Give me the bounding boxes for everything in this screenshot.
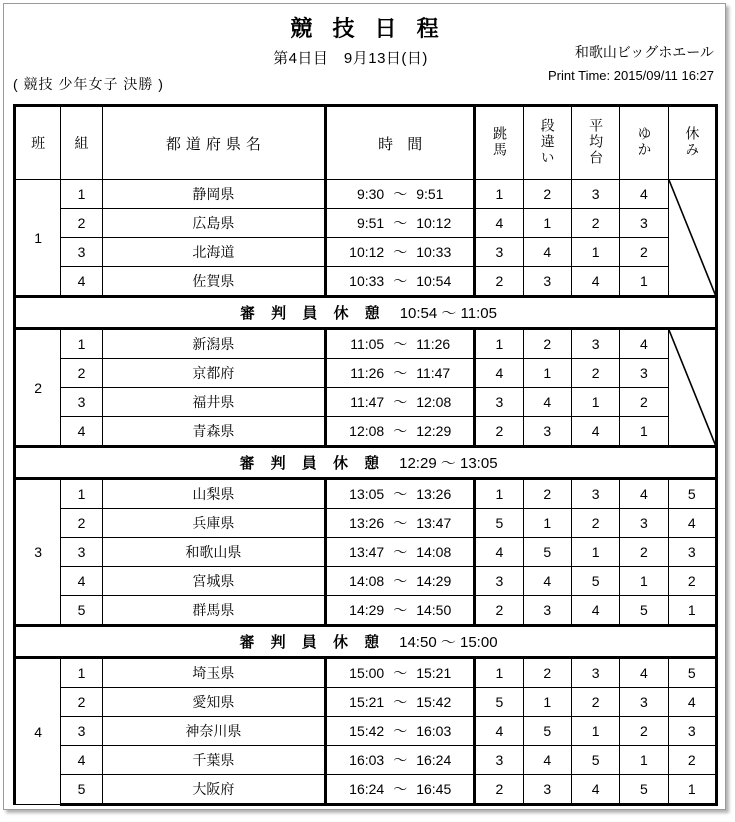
time-start: 13:47 <box>349 544 385 560</box>
cell-kumi: 2 <box>61 209 102 238</box>
cell-floor: 1 <box>620 746 668 775</box>
cell-prefecture: 神奈川県 <box>102 717 326 746</box>
cell-time <box>326 388 475 417</box>
cell-time <box>326 538 475 567</box>
referee-break-row <box>15 297 717 329</box>
time-start: 15:00 <box>349 665 385 681</box>
table-row <box>15 596 717 626</box>
column-header-rest <box>668 106 716 180</box>
cell-kumi: 3 <box>61 388 102 417</box>
time-start: 14:29 <box>349 602 385 618</box>
referee-break-cell <box>15 447 717 479</box>
table-row <box>15 746 717 775</box>
cell-prefecture: 愛知県 <box>102 688 326 717</box>
cell-beam: 3 <box>571 180 619 209</box>
column-header-label: ゆか <box>636 125 653 158</box>
cell-floor: 5 <box>620 596 668 626</box>
referee-break-label: 審 判 員 休 憩 <box>240 305 386 322</box>
cell-vault: 3 <box>475 567 523 596</box>
cell-floor: 2 <box>620 238 668 267</box>
table-row <box>15 538 717 567</box>
diagonal-strike-icon <box>669 330 715 445</box>
cell-bars: 2 <box>523 658 571 688</box>
time-start: 11:47 <box>350 394 385 410</box>
time-end: 13:26 <box>416 486 452 502</box>
time-sep: 〜 <box>393 573 408 589</box>
cell-bars: 1 <box>523 509 571 538</box>
column-header-label: 組 <box>74 135 89 151</box>
cell-rest: 2 <box>668 567 716 596</box>
cell-han: 4 <box>15 658 61 805</box>
cell-kumi: 1 <box>61 329 102 359</box>
time-start: 9:51 <box>356 215 385 231</box>
cell-vault: 4 <box>475 209 523 238</box>
cell-rest: 3 <box>668 538 716 567</box>
cell-vault: 1 <box>475 479 523 509</box>
cell-kumi: 1 <box>61 479 102 509</box>
time-sep: 〜 <box>393 273 408 289</box>
cell-floor: 2 <box>620 538 668 567</box>
cell-vault: 5 <box>475 688 523 717</box>
cell-time <box>326 509 475 538</box>
cell-floor: 3 <box>620 509 668 538</box>
cell-prefecture: 青森県 <box>102 417 326 447</box>
cell-beam: 4 <box>571 417 619 447</box>
cell-time <box>326 567 475 596</box>
cell-time <box>326 417 475 447</box>
cell-floor: 5 <box>620 775 668 805</box>
cell-prefecture: 静岡県 <box>102 180 326 209</box>
cell-time <box>326 267 475 297</box>
header-row <box>15 106 717 180</box>
referee-break-cell <box>15 297 717 329</box>
table-body <box>15 180 717 805</box>
table-row <box>15 238 717 267</box>
column-header-time <box>326 106 475 180</box>
time-start: 15:42 <box>349 723 385 739</box>
cell-beam: 2 <box>571 209 619 238</box>
time-start: 13:05 <box>349 486 385 502</box>
time-sep: 〜 <box>393 423 408 439</box>
cell-bars: 1 <box>523 359 571 388</box>
cell-time <box>326 180 475 209</box>
cell-prefecture: 北海道 <box>102 238 326 267</box>
cell-vault: 3 <box>475 746 523 775</box>
time-start: 9:30 <box>356 186 385 202</box>
cell-vault: 1 <box>475 658 523 688</box>
cell-rest: 1 <box>668 596 716 626</box>
time-sep: 〜 <box>393 781 408 797</box>
diagonal-strike-icon <box>669 180 715 295</box>
cell-beam: 4 <box>571 596 619 626</box>
time-sep: 〜 <box>393 694 408 710</box>
referee-break-label: 審 判 員 休 憩 <box>239 634 386 651</box>
time-end: 15:42 <box>416 694 452 710</box>
referee-break-time: 14:50 〜 15:00 <box>399 634 498 651</box>
cell-vault: 5 <box>475 509 523 538</box>
cell-bars: 4 <box>523 388 571 417</box>
table-row <box>15 688 717 717</box>
cell-rest: 1 <box>668 775 716 805</box>
column-header-label: 休み <box>684 125 701 158</box>
time-sep: 〜 <box>393 244 408 260</box>
cell-beam: 5 <box>571 746 619 775</box>
cell-rest-unused <box>668 329 716 447</box>
table-row <box>15 658 717 688</box>
time-start: 14:08 <box>349 573 385 589</box>
cell-rest: 2 <box>668 746 716 775</box>
cell-kumi: 3 <box>61 538 102 567</box>
cell-han: 3 <box>15 479 61 626</box>
time-end: 10:33 <box>416 244 452 260</box>
cell-bars: 5 <box>523 717 571 746</box>
table-row <box>15 567 717 596</box>
cell-time <box>326 658 475 688</box>
time-start: 16:03 <box>349 752 385 768</box>
cell-floor: 4 <box>620 329 668 359</box>
print-time: Print Time: 2015/09/11 16:27 <box>548 68 714 83</box>
document-header <box>13 4 716 102</box>
time-sep: 〜 <box>393 515 408 531</box>
cell-prefecture: 群馬県 <box>102 596 326 626</box>
cell-bars: 3 <box>523 417 571 447</box>
time-end: 12:29 <box>416 423 452 439</box>
column-header-label: 平均台 <box>588 117 605 166</box>
time-end: 12:08 <box>416 394 452 410</box>
cell-beam: 2 <box>571 688 619 717</box>
column-header-bars <box>523 106 571 180</box>
cell-han: 1 <box>15 180 61 297</box>
cell-time <box>326 479 475 509</box>
time-end: 11:47 <box>416 365 451 381</box>
cell-beam: 3 <box>571 329 619 359</box>
page-title: 競 技 日 程 <box>290 16 446 41</box>
cell-bars: 4 <box>523 238 571 267</box>
cell-floor: 4 <box>620 479 668 509</box>
time-end: 16:03 <box>416 723 452 739</box>
column-header-pref <box>102 106 326 180</box>
cell-bars: 2 <box>523 329 571 359</box>
schedule-table <box>13 104 718 806</box>
category-line: ( 競技 少年女子 決勝 ) <box>13 76 164 92</box>
cell-time <box>326 238 475 267</box>
time-sep: 〜 <box>393 544 408 560</box>
time-end: 13:47 <box>416 515 452 531</box>
time-sep: 〜 <box>393 394 408 410</box>
cell-prefecture: 京都府 <box>102 359 326 388</box>
cell-kumi: 5 <box>61 775 102 805</box>
cell-vault: 2 <box>475 775 523 805</box>
time-end: 9:51 <box>416 186 444 202</box>
cell-kumi: 3 <box>61 238 102 267</box>
cell-bars: 1 <box>523 688 571 717</box>
cell-prefecture: 佐賀県 <box>102 267 326 297</box>
cell-prefecture: 和歌山県 <box>102 538 326 567</box>
time-end: 14:08 <box>416 544 452 560</box>
time-start: 11:05 <box>350 336 385 352</box>
cell-vault: 2 <box>475 596 523 626</box>
time-start: 15:21 <box>349 694 385 710</box>
venue-name: 和歌山ビッグホエール <box>574 44 714 60</box>
time-sep: 〜 <box>393 486 408 502</box>
table-row <box>15 479 717 509</box>
time-sep: 〜 <box>393 752 408 768</box>
time-end: 16:24 <box>416 752 452 768</box>
table-row <box>15 209 717 238</box>
cell-kumi: 4 <box>61 267 102 297</box>
referee-break-time: 12:29 〜 13:05 <box>399 455 498 472</box>
cell-bars: 3 <box>523 775 571 805</box>
cell-beam: 4 <box>571 267 619 297</box>
cell-vault: 4 <box>475 359 523 388</box>
cell-time <box>326 717 475 746</box>
cell-beam: 1 <box>571 717 619 746</box>
cell-rest-unused <box>668 180 716 297</box>
column-header-beam <box>571 106 619 180</box>
column-header-label: 段違い <box>539 117 556 166</box>
cell-prefecture: 埼玉県 <box>102 658 326 688</box>
cell-beam: 2 <box>571 509 619 538</box>
time-end: 16:45 <box>416 781 452 797</box>
cell-prefecture: 兵庫県 <box>102 509 326 538</box>
referee-break-time: 10:54 〜 11:05 <box>399 305 497 322</box>
cell-floor: 2 <box>620 388 668 417</box>
table-header <box>15 106 717 180</box>
cell-vault: 3 <box>475 388 523 417</box>
time-sep: 〜 <box>393 665 408 681</box>
cell-vault: 1 <box>475 180 523 209</box>
cell-kumi: 4 <box>61 417 102 447</box>
cell-kumi: 2 <box>61 359 102 388</box>
cell-rest: 5 <box>668 479 716 509</box>
cell-kumi: 4 <box>61 567 102 596</box>
cell-time <box>326 688 475 717</box>
cell-floor: 2 <box>620 717 668 746</box>
cell-prefecture: 福井県 <box>102 388 326 417</box>
cell-beam: 1 <box>571 238 619 267</box>
cell-bars: 3 <box>523 267 571 297</box>
cell-floor: 1 <box>620 567 668 596</box>
cell-time <box>326 329 475 359</box>
cell-beam: 4 <box>571 775 619 805</box>
cell-prefecture: 宮城県 <box>102 567 326 596</box>
cell-time <box>326 596 475 626</box>
time-end: 14:29 <box>416 573 452 589</box>
cell-floor: 4 <box>620 658 668 688</box>
cell-kumi: 1 <box>61 180 102 209</box>
cell-bars: 5 <box>523 538 571 567</box>
cell-kumi: 4 <box>61 746 102 775</box>
referee-break-cell <box>15 626 717 658</box>
cell-floor: 4 <box>620 180 668 209</box>
column-header-vault <box>475 106 523 180</box>
cell-rest: 4 <box>668 509 716 538</box>
time-start: 11:26 <box>350 365 385 381</box>
cell-kumi: 2 <box>61 688 102 717</box>
time-start: 12:08 <box>349 423 385 439</box>
table-row <box>15 329 717 359</box>
time-end: 15:21 <box>416 665 452 681</box>
cell-kumi: 5 <box>61 596 102 626</box>
time-end: 14:50 <box>416 602 452 618</box>
cell-rest: 4 <box>668 688 716 717</box>
table-row <box>15 359 717 388</box>
table-row <box>15 775 717 805</box>
cell-rest: 3 <box>668 717 716 746</box>
cell-bars: 2 <box>523 479 571 509</box>
table-row <box>15 417 717 447</box>
cell-vault: 2 <box>475 267 523 297</box>
cell-bars: 1 <box>523 209 571 238</box>
cell-bars: 4 <box>523 567 571 596</box>
column-header-label: 班 <box>31 135 46 151</box>
time-sep: 〜 <box>393 215 408 231</box>
cell-prefecture: 広島県 <box>102 209 326 238</box>
cell-floor: 1 <box>620 417 668 447</box>
time-start: 10:12 <box>349 244 385 260</box>
cell-vault: 1 <box>475 329 523 359</box>
table-row <box>15 180 717 209</box>
column-header-han <box>15 106 61 180</box>
cell-vault: 3 <box>475 238 523 267</box>
column-header-label: 跳馬 <box>491 125 508 158</box>
referee-break-row <box>15 447 717 479</box>
cell-floor: 3 <box>620 209 668 238</box>
cell-time <box>326 209 475 238</box>
cell-rest: 5 <box>668 658 716 688</box>
time-sep: 〜 <box>393 602 408 618</box>
cell-beam: 5 <box>571 567 619 596</box>
column-header-label: 時 間 <box>378 135 428 153</box>
cell-beam: 2 <box>571 359 619 388</box>
cell-bars: 4 <box>523 746 571 775</box>
time-sep: 〜 <box>393 336 408 352</box>
cell-kumi: 2 <box>61 509 102 538</box>
cell-prefecture: 山梨県 <box>102 479 326 509</box>
time-sep: 〜 <box>393 365 408 381</box>
cell-beam: 1 <box>571 388 619 417</box>
time-start: 16:24 <box>349 781 385 797</box>
cell-floor: 3 <box>620 688 668 717</box>
time-start: 13:26 <box>349 515 385 531</box>
cell-bars: 3 <box>523 596 571 626</box>
cell-kumi: 3 <box>61 717 102 746</box>
cell-kumi: 1 <box>61 658 102 688</box>
cell-prefecture: 千葉県 <box>102 746 326 775</box>
cell-bars: 2 <box>523 180 571 209</box>
cell-beam: 3 <box>571 479 619 509</box>
cell-vault: 4 <box>475 717 523 746</box>
schedule-page <box>3 3 726 810</box>
table-row <box>15 717 717 746</box>
cell-vault: 2 <box>475 417 523 447</box>
column-header-label: 都道府県名 <box>165 135 266 153</box>
column-header-kumi <box>61 106 102 180</box>
time-end: 11:26 <box>416 336 451 352</box>
cell-time <box>326 775 475 805</box>
table-row <box>15 388 717 417</box>
time-end: 10:12 <box>416 215 452 231</box>
table-row <box>15 267 717 297</box>
cell-prefecture: 大阪府 <box>102 775 326 805</box>
cell-time <box>326 359 475 388</box>
time-sep: 〜 <box>393 186 408 202</box>
cell-time <box>326 746 475 775</box>
cell-vault: 4 <box>475 538 523 567</box>
cell-han: 2 <box>15 329 61 447</box>
cell-beam: 1 <box>571 538 619 567</box>
cell-prefecture: 新潟県 <box>102 329 326 359</box>
time-sep: 〜 <box>393 723 408 739</box>
referee-break-label: 審 判 員 休 憩 <box>239 455 386 472</box>
day-date-subtitle: 第4日目 9月13日(日) <box>273 50 428 68</box>
time-start: 10:33 <box>349 273 385 289</box>
table-row <box>15 509 717 538</box>
cell-floor: 1 <box>620 267 668 297</box>
referee-break-row <box>15 626 717 658</box>
time-end: 10:54 <box>416 273 452 289</box>
cell-beam: 3 <box>571 658 619 688</box>
cell-floor: 3 <box>620 359 668 388</box>
column-header-floor <box>620 106 668 180</box>
